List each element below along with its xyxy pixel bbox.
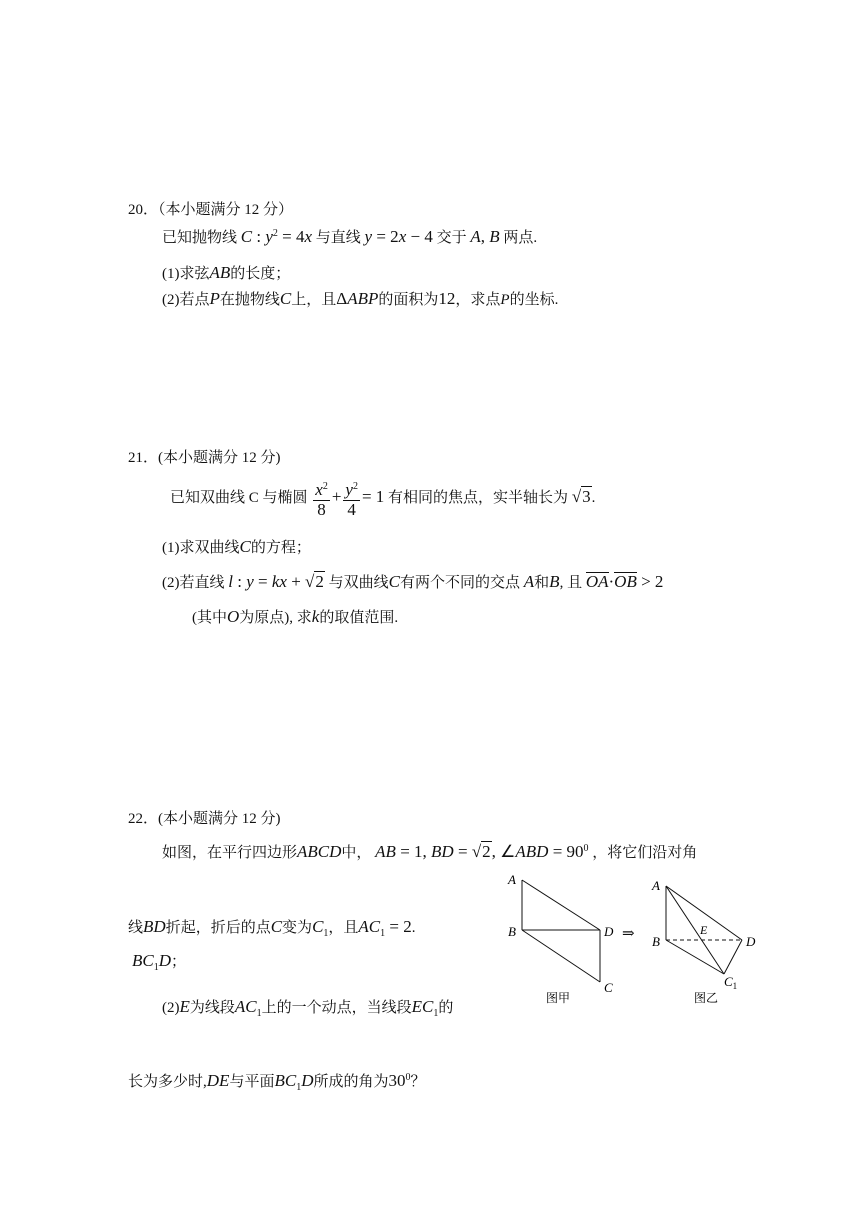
fig1-label-a: A [508,872,516,887]
q20-part1: (1)求弦AB的长度； [162,263,291,282]
fig2-label-e: E [700,923,708,937]
q22-part2: (2)E为线段$AC_1$上的一个动点，当线段$EC_1$的 [162,997,454,1019]
q22-line5: 长为多少时,DE与平面$BC_1D$所成的角为$30^0$？ [128,1071,426,1093]
fig1-label-c: C [604,980,613,995]
q22-statement: 如图，在平行四边形ABCD中， AB = 1, BD = √2, ∠ABD = $90^0$ ，将它们沿对角 [162,842,698,861]
q22-line2: 线BD折起，折后的点C变为$C_1$，且$AC_1 = 2$. [128,917,416,939]
fig1-label-d: D [604,924,614,939]
q20-part2: (2)若点P在抛物线C上，且ΔABP的面积为12，求点P的坐标. [162,289,559,308]
fig2-label-b: B [652,934,660,949]
q22-line3: $BC_1D$； [132,951,187,973]
q20-statement: 已知抛物线 C : $y^2 = 4x$ 与直线 y = 2x − 4 交于 A, B 两点. [162,227,538,246]
fig2-label-d: D [746,934,756,949]
fig1-label-b: B [508,924,516,939]
q21-header: 21．(本小题满分 12 分) [128,450,281,466]
figure-jia [500,868,630,1008]
q21-part2-cont: (其中O为原点), 求k的取值范围. [192,607,399,626]
q21-part2: (2)若直线 l : y = kx + √2 与双曲线C有两个不同的交点 A和B, 且 OA ·OB > 2 [162,572,664,591]
fold-arrow: ⇒ [622,926,635,942]
fig1-caption: 图甲 [546,991,571,1005]
figure-yi [648,868,768,1008]
fig2-caption: 图乙 [694,991,719,1005]
q21-statement: 已知双曲线 C 与椭圆 $\frac{x^2}{8}$ + $\frac{y^2}{4}$ = 1 有相同的焦点，实半轴长为 √3. [170,480,596,519]
fig2-label-c1: $C_1$ [724,974,738,991]
q20-header: 20．（本小题满分 12 分） [128,202,294,218]
q21-part1: (1)求双曲线C的方程； [162,537,311,556]
q22-header: 22．(本小题满分 12 分) [128,811,281,827]
fig2-label-a: A [652,878,660,893]
